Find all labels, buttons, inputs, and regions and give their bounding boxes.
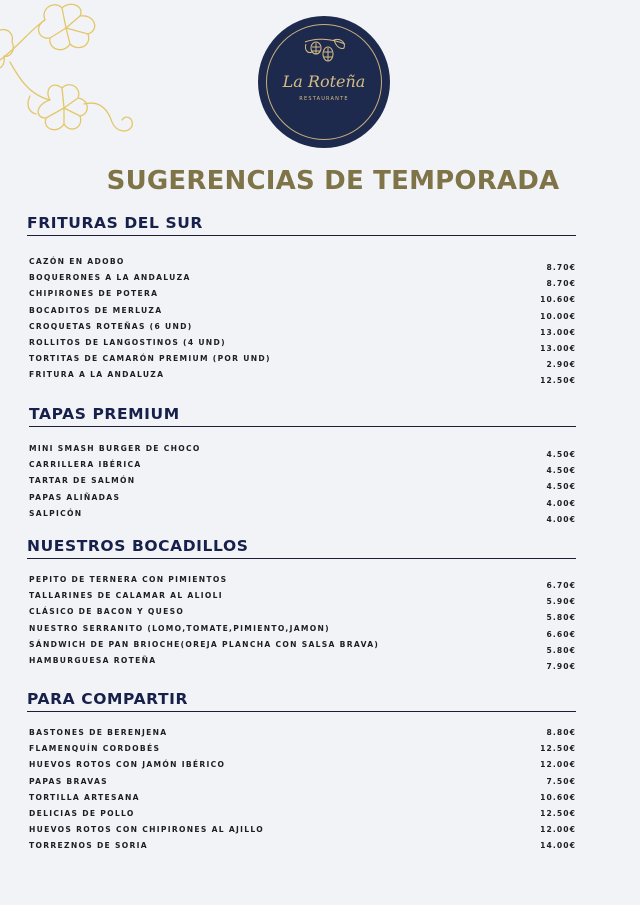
menu-item-name: DELICIAS DE POLLO bbox=[29, 808, 135, 818]
menu-item-name: FRITURA A LA ANDALUZA bbox=[29, 370, 165, 380]
menu-item-price: 13.00€ bbox=[540, 343, 576, 353]
item-list bbox=[29, 254, 359, 384]
menu-item-price: 13.00€ bbox=[540, 327, 576, 337]
restaurant-logo bbox=[258, 16, 390, 148]
menu-item-price: 5.80€ bbox=[546, 645, 576, 655]
menu-item-name: HUEVOS ROTOS CON JAMÓN IBÉRICO bbox=[29, 760, 226, 770]
menu-item-name: SALPICÓN bbox=[29, 508, 83, 518]
logo-name: La Roteña bbox=[282, 72, 366, 91]
menu-item-name: TORTITAS DE CAMARÓN PREMIUM (POR UND) bbox=[29, 354, 271, 364]
section-frituras-list bbox=[27, 254, 576, 394]
menu-item-price: 4.00€ bbox=[546, 514, 576, 524]
section-title: FRITURAS DEL SUR bbox=[27, 214, 203, 232]
menu-item-name: CAZÓN EN ADOBO bbox=[29, 257, 125, 266]
menu-item-price: 8.70€ bbox=[546, 279, 576, 289]
menu-item-price: 6.60€ bbox=[546, 629, 576, 639]
menu-item-name: CHIPIRONES DE POTERA bbox=[29, 289, 159, 299]
menu-item-price: 5.80€ bbox=[546, 613, 576, 623]
section-divider bbox=[29, 426, 576, 427]
item-list bbox=[29, 572, 449, 669]
menu-item-price: 2.90€ bbox=[546, 360, 576, 370]
section-title: PARA COMPARTIR bbox=[27, 690, 189, 708]
menu-item-name: HAMBURGUESA ROTEÑA bbox=[29, 655, 157, 665]
section-tapas-premium bbox=[29, 402, 576, 427]
section-bocadillos-list bbox=[27, 572, 576, 677]
menu-item-price: 8.80€ bbox=[546, 728, 576, 737]
grapevine-decoration-icon bbox=[0, 0, 140, 160]
price-list bbox=[496, 260, 576, 390]
menu-item-price: 10.60€ bbox=[540, 295, 576, 305]
menu-item-name: TORTILLA ARTESANA bbox=[29, 792, 140, 802]
hops-icon bbox=[300, 34, 350, 74]
section-divider bbox=[27, 558, 576, 559]
menu-item-name: PAPAS ALIÑADAS bbox=[29, 492, 121, 502]
menu-item-name: CLÁSICO DE BACON Y QUESO bbox=[29, 607, 185, 617]
section-para-compartir bbox=[27, 687, 576, 712]
section-divider bbox=[27, 711, 576, 712]
menu-item-price: 7.90€ bbox=[546, 661, 576, 671]
menu-item-name: CROQUETAS ROTEÑAS (6 UND) bbox=[29, 321, 193, 331]
menu-item-price: 12.00€ bbox=[540, 760, 576, 770]
menu-item-price: 5.90€ bbox=[546, 597, 576, 607]
menu-item-price: 12.50€ bbox=[540, 376, 576, 386]
menu-item-name: CARRILLERA IBÉRICA bbox=[29, 460, 142, 470]
menu-item-price: 12.00€ bbox=[540, 825, 576, 835]
menu-item-price: 12.50€ bbox=[540, 808, 576, 818]
section-tapas-list bbox=[27, 441, 576, 531]
menu-item-price: 10.00€ bbox=[540, 311, 576, 321]
menu-item-name: BOQUERONES A LA ANDALUZA bbox=[29, 273, 191, 283]
section-title: TAPAS PREMIUM bbox=[29, 405, 180, 423]
menu-item-price: 14.00€ bbox=[540, 841, 576, 851]
menu-item-name: PAPAS BRAVAS bbox=[29, 776, 108, 786]
section-nuestros-bocadillos bbox=[27, 534, 576, 559]
menu-item-name: NUESTRO SERRANITO (LOMO,TOMATE,PIMIENTO,JAMON) bbox=[29, 623, 330, 633]
section-title: NUESTROS BOCADILLOS bbox=[27, 537, 249, 555]
menu-item-name: TALLARINES DE CALAMAR AL ALIOLI bbox=[29, 591, 223, 601]
menu-item-name: HUEVOS ROTOS CON CHIPIRONES AL AJILLO bbox=[29, 825, 265, 835]
menu-item-name: SÁNDWICH DE PAN BRIOCHE(OREJA PLANCHA CON SALSA BRAVA) bbox=[29, 639, 380, 649]
item-list bbox=[29, 441, 359, 522]
section-divider bbox=[27, 235, 576, 236]
menu-item-price: 4.00€ bbox=[546, 498, 576, 508]
price-list bbox=[496, 725, 576, 855]
menu-item-name: ROLLITOS DE LANGOSTINOS (4 UND) bbox=[29, 337, 226, 347]
section-compartir-list bbox=[27, 725, 576, 860]
menu-item-name: TARTAR DE SALMÓN bbox=[29, 476, 136, 486]
menu-item-name: BOCADITOS DE MERLUZA bbox=[29, 305, 163, 315]
menu-item-name: TORREZNOS DE SORIA bbox=[29, 841, 148, 851]
item-list bbox=[29, 725, 359, 855]
menu-item-name: BASTONES DE BERENJENA bbox=[29, 728, 168, 737]
menu-item-name: MINI SMASH BURGER DE CHOCO bbox=[29, 444, 201, 453]
price-list bbox=[496, 447, 576, 528]
logo-subtitle: RESTAURANTE bbox=[299, 96, 349, 102]
menu-item-price: 10.60€ bbox=[540, 792, 576, 802]
menu-item-name: PEPITO DE TERNERA CON PIMIENTOS bbox=[29, 575, 228, 584]
menu-item-price: 8.70€ bbox=[546, 263, 576, 272]
price-list bbox=[496, 578, 576, 675]
menu-item-price: 4.50€ bbox=[546, 450, 576, 459]
menu-item-price: 4.50€ bbox=[546, 466, 576, 476]
menu-item-price: 4.50€ bbox=[546, 482, 576, 492]
menu-item-price: 7.50€ bbox=[546, 776, 576, 786]
page-title: SUGERENCIAS DE TEMPORADA bbox=[106, 166, 560, 196]
section-frituras-del-sur bbox=[27, 211, 576, 236]
menu-item-price: 6.70€ bbox=[546, 581, 576, 590]
menu-item-name: FLAMENQUÍN CORDOBÉS bbox=[29, 744, 161, 754]
menu-item-price: 12.50€ bbox=[540, 744, 576, 754]
